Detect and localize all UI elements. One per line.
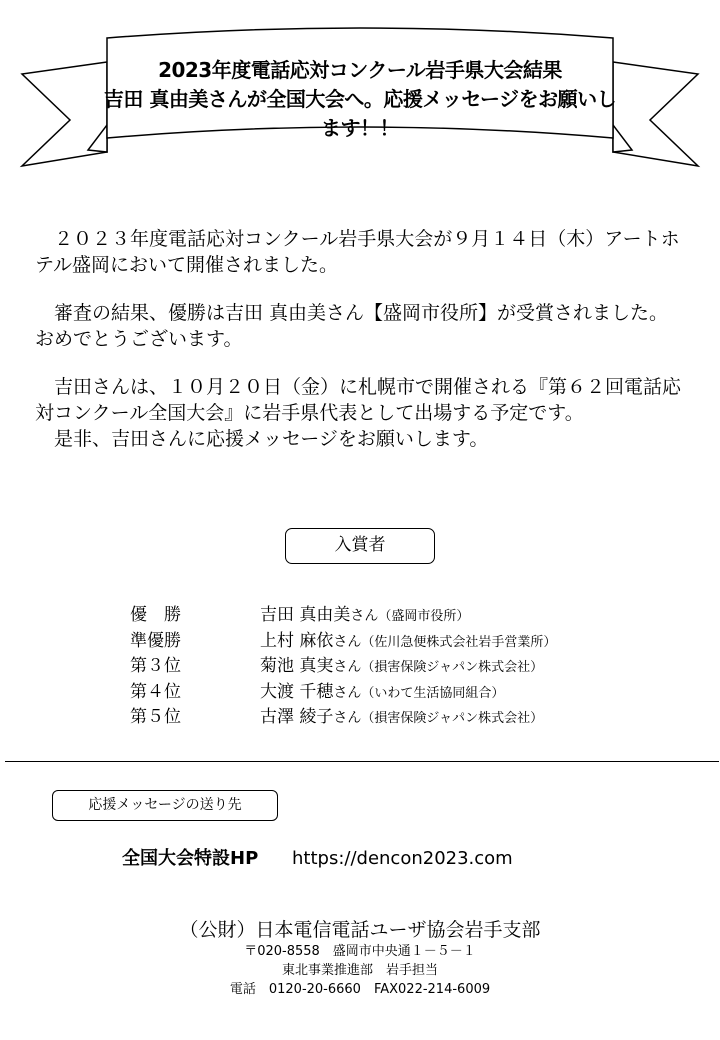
message-destination-label: 応援メッセージの送り先	[52, 790, 278, 821]
special-site-url[interactable]: https://dencon2023.com	[292, 848, 513, 869]
special-site-line	[122, 844, 513, 870]
winner-honorific: さん	[333, 684, 362, 701]
winner-rank: 第５位	[130, 707, 181, 727]
winner-org: （損害保険ジャパン株式会社）	[361, 660, 544, 675]
organization-name: （公財）日本電信電話ユーザ協会岩手支部	[179, 919, 541, 941]
banner-line-2: 吉田 真由美さんが全国大会へ。応援メッセージをお願いします！！	[103, 87, 617, 140]
organization-phone: 電話 0120-20-6660 FAX022-214-6009	[229, 982, 491, 997]
paragraph-result: 審査の結果、優勝は吉田 真由美さん【盛岡市役所】が受賞されました。おめでとうございます。	[35, 302, 669, 350]
banner-title	[95, 56, 625, 143]
section-divider	[5, 761, 719, 762]
winner-row	[130, 677, 556, 703]
paragraph-event: ２０２３年度電話応対コンクール岩手県大会が９月１４日（木）アートホテル盛岡において開催されました。	[35, 228, 680, 276]
organization-footer	[0, 918, 720, 999]
winner-honorific: さん	[333, 633, 362, 650]
organization-address: 〒020-8558 盛岡市中央通１－５－１	[244, 944, 476, 959]
winner-org: （佐川急便株式会社岩手営業所）	[361, 634, 557, 650]
paragraph-national	[35, 374, 685, 452]
paragraph-national-text: 吉田さんは、１０月２０日（金）に札幌市で開催される『第６２回電話応対コンクール全国大会』に岩手県代表として出場する予定です。	[35, 376, 682, 424]
winner-honorific: さん	[333, 710, 362, 726]
winner-row	[130, 651, 556, 677]
winner-honorific: さん	[333, 659, 362, 675]
winners-list	[130, 600, 556, 728]
winner-name: 吉田 真由美	[260, 605, 351, 625]
winner-rank: 第３位	[130, 656, 181, 676]
winner-rank: 優 勝	[130, 605, 181, 625]
winners-heading: 入賞者	[285, 528, 435, 564]
winner-name: 古澤 綾子	[260, 707, 334, 727]
banner-line-1: 2023年度電話応対コンクール岩手県大会結果	[158, 58, 562, 82]
winner-name: 上村 麻依	[260, 630, 334, 651]
winner-rank: 第４位	[130, 681, 181, 702]
special-site-label: 全国大会特設HP	[122, 848, 259, 869]
winner-row	[130, 626, 556, 652]
winner-honorific: さん	[350, 608, 379, 624]
announcement-body	[35, 226, 685, 452]
winner-org: （盛岡市役所）	[378, 609, 470, 624]
winner-rank: 準優勝	[130, 630, 181, 651]
winner-row	[130, 600, 556, 626]
organization-department: 東北事業推進部 岩手担当	[281, 963, 438, 978]
paragraph-request: 是非、吉田さんに応援メッセージをお願いします。	[35, 428, 489, 450]
winner-name: 菊池 真実	[260, 656, 334, 676]
winner-org: （いわて生活協同組合）	[361, 685, 505, 701]
winner-org: （損害保険ジャパン株式会社）	[361, 711, 544, 726]
winner-row	[130, 702, 556, 728]
winner-name: 大渡 千穂	[260, 681, 334, 702]
